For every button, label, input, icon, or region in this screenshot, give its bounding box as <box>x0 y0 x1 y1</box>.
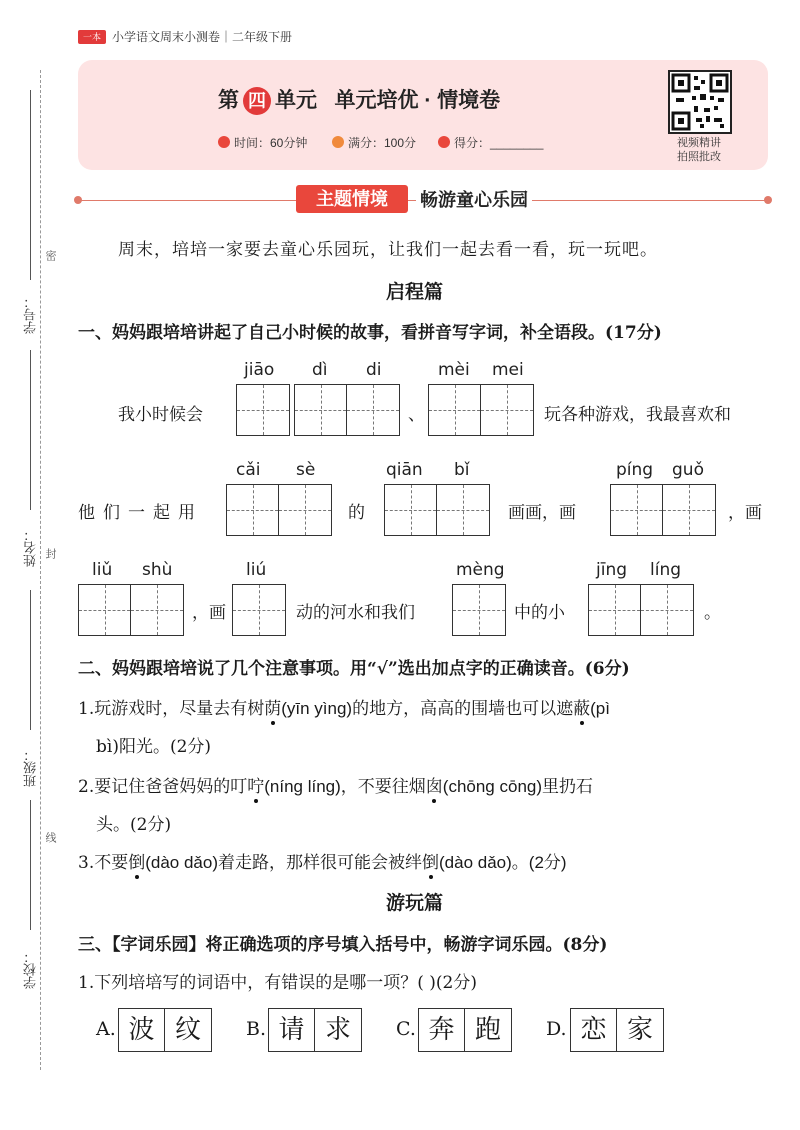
student-number-line[interactable] <box>30 90 31 280</box>
option-c-box[interactable] <box>418 1008 512 1052</box>
answer-grid-meng[interactable] <box>452 584 506 636</box>
name-label: 姓名： <box>24 528 39 567</box>
q1-line2-de: 的 <box>348 503 365 523</box>
option-char: 求 <box>324 1015 351 1045</box>
pinyin: sè <box>296 460 316 480</box>
full-score-text: 满分：100分 <box>348 136 417 150</box>
pinyin: cǎi <box>236 460 261 480</box>
qr-caption-line2: 拍照批改 <box>677 151 721 163</box>
name-line[interactable] <box>30 350 31 510</box>
answer-grid-jingling[interactable] <box>588 584 694 636</box>
binding-mark-feng: 封 <box>44 548 57 559</box>
q1-line3-river: 动的河水和我们 <box>296 603 415 623</box>
pinyin: mèng <box>456 560 505 580</box>
unit-number-badge: 四 <box>243 87 271 115</box>
question-1-heading: 一、妈妈跟培培讲起了自己小时候的故事，看拼音写字词，补全语段。(17分) <box>78 323 662 343</box>
pinyin: guǒ <box>672 460 704 480</box>
answer-grid-liu[interactable] <box>232 584 286 636</box>
pinyin: qiān <box>386 460 423 480</box>
brand-logo: 一本 <box>78 30 106 44</box>
pinyin: píng <box>616 460 654 480</box>
dotted-char: 倒 <box>422 848 439 873</box>
q1-line3-zhongxiao: 中的小 <box>514 603 565 623</box>
question-3-heading: 三、【字词乐园】将正确选项的序号填入括号中，畅游字词乐园。(8分) <box>78 935 608 955</box>
qr-caption-line1: 视频精讲 <box>677 137 721 149</box>
unit-subtitle: 单元培优 · 情境卷 <box>334 89 501 112</box>
pinyin: di <box>366 360 382 380</box>
q1-line1-text: 我小时候会 <box>118 405 203 425</box>
series-title: 小学语文周末小测卷｜二年级下册 <box>112 30 293 44</box>
option-a-label: A. <box>96 1018 116 1040</box>
score-text[interactable]: 得分：________ <box>454 136 544 150</box>
q2-item3-a: 3.不要 <box>78 853 129 873</box>
class-line[interactable] <box>30 590 31 730</box>
q2-item3-b[interactable]: (dào dǎo)着走路，那样很可能会被绊 <box>145 853 423 872</box>
q2-item1-c[interactable]: (pì <box>590 699 610 718</box>
school-line[interactable] <box>30 800 31 930</box>
answer-grid-didi[interactable] <box>294 384 400 436</box>
q2-item2 <box>78 772 593 797</box>
full-score-info <box>332 134 416 151</box>
q1-line2-huahua: 画画，画 <box>508 503 576 523</box>
answer-grid-jiao[interactable] <box>236 384 290 436</box>
answer-grid-liushu[interactable] <box>78 584 184 636</box>
answer-grid-pingguo[interactable] <box>610 484 716 536</box>
q2-item2-c[interactable]: (chōng cōng)里扔石 <box>442 777 594 796</box>
qr-caption <box>666 136 732 164</box>
divider-dot-left <box>74 196 82 204</box>
pinyin: liú <box>246 560 267 580</box>
clock-icon <box>218 136 230 148</box>
time-info <box>218 134 307 151</box>
pinyin: bǐ <box>454 460 470 480</box>
answer-grid-meimei[interactable] <box>428 384 534 436</box>
medal-icon <box>332 136 344 148</box>
unit-prefix: 第 <box>218 89 239 112</box>
option-char: 奔 <box>419 1009 465 1051</box>
q2-item2-a: 2.要记住爸爸妈妈的叮 <box>78 777 248 797</box>
q2-item1 <box>78 694 610 719</box>
q2-item1-b[interactable]: (yīn yìng)的地方，高高的围墙也可以遮 <box>281 699 574 718</box>
dotted-char: 囱 <box>426 772 443 797</box>
pinyin: líng <box>650 560 682 580</box>
option-a-box[interactable] <box>118 1008 212 1052</box>
q2-item2-cont: 头。(2分) <box>96 815 172 835</box>
dotted-char: 蔽 <box>573 694 590 719</box>
q1-line1-sep: 、 <box>408 405 425 425</box>
option-b-box[interactable] <box>268 1008 362 1052</box>
q1-line1-text-end: 玩各种游戏，我最喜欢和 <box>544 405 731 425</box>
option-char: 波 <box>119 1009 165 1051</box>
q1-line3-hua: ，画 <box>192 603 226 623</box>
option-char: 纹 <box>174 1015 201 1045</box>
pinyin: jīng <box>596 560 628 580</box>
dotted-char: 荫 <box>264 694 281 719</box>
target-icon <box>438 136 450 148</box>
option-char: 请 <box>269 1009 315 1051</box>
qr-code-icon[interactable] <box>668 70 732 134</box>
q2-item2-b[interactable]: (níng líng)，不要往烟 <box>264 777 426 796</box>
pinyin: mei <box>492 360 524 380</box>
q1-line2-text: 他们一起用 <box>78 503 203 523</box>
section-title-play: 游玩篇 <box>386 893 444 914</box>
divider-dot-right <box>764 196 772 204</box>
time-text: 时间：60分钟 <box>234 136 308 150</box>
student-number-label: 学号： <box>24 295 39 334</box>
unit-title <box>218 84 500 115</box>
pinyin: shù <box>142 560 173 580</box>
question-2-heading: 二、妈妈跟培培说了几个注意事项。用“√”选出加点字的正确读音。(6分) <box>78 659 630 679</box>
q1-line2-hua: ，画 <box>728 503 762 523</box>
pinyin: mèi <box>438 360 470 380</box>
binding-mark-xian: 线 <box>44 832 57 843</box>
q2-item3 <box>78 848 567 873</box>
option-d-label: D. <box>546 1018 567 1040</box>
score-info <box>438 134 543 151</box>
option-char: 恋 <box>571 1009 617 1051</box>
q3-item1[interactable]: 1.下列培培写的词语中，有错误的是哪一项？( )(2分) <box>78 973 477 993</box>
option-char: 家 <box>626 1015 653 1045</box>
option-b-label: B. <box>246 1018 267 1040</box>
school-label: 学校： <box>24 950 39 989</box>
option-d-box[interactable] <box>570 1008 664 1052</box>
pinyin: liǔ <box>92 560 113 580</box>
q2-item1-a: 1.玩游戏时，尽量去有树 <box>78 699 265 719</box>
binding-line <box>40 70 41 1070</box>
theme-tag: 主题情境 <box>296 185 408 213</box>
intro-text: 周末，培培一家要去童心乐园玩，让我们一起去看一看，玩一玩吧。 <box>118 240 658 260</box>
unit-suffix: 单元 <box>275 89 317 112</box>
q2-item1-cont[interactable]: bì)阳光。(2分) <box>96 737 212 757</box>
q2-item3-c[interactable]: (dào dǎo)。(2分) <box>439 853 567 872</box>
pinyin: jiāo <box>244 360 275 380</box>
answer-grid-caise[interactable] <box>226 484 332 536</box>
pinyin: dì <box>312 360 328 380</box>
theme-name: 畅游童心乐园 <box>416 186 532 212</box>
option-char: 跑 <box>474 1015 501 1045</box>
dotted-char: 咛 <box>247 772 264 797</box>
q1-line3-end: 。 <box>704 603 721 623</box>
header-banner <box>78 60 768 170</box>
option-c-label: C. <box>396 1018 416 1040</box>
dotted-char: 倒 <box>128 848 145 873</box>
binding-mark-mi: 密 <box>44 250 57 261</box>
answer-grid-qianbi[interactable] <box>384 484 490 536</box>
section-title-start: 启程篇 <box>386 282 444 303</box>
class-label: 班级： <box>24 748 39 787</box>
